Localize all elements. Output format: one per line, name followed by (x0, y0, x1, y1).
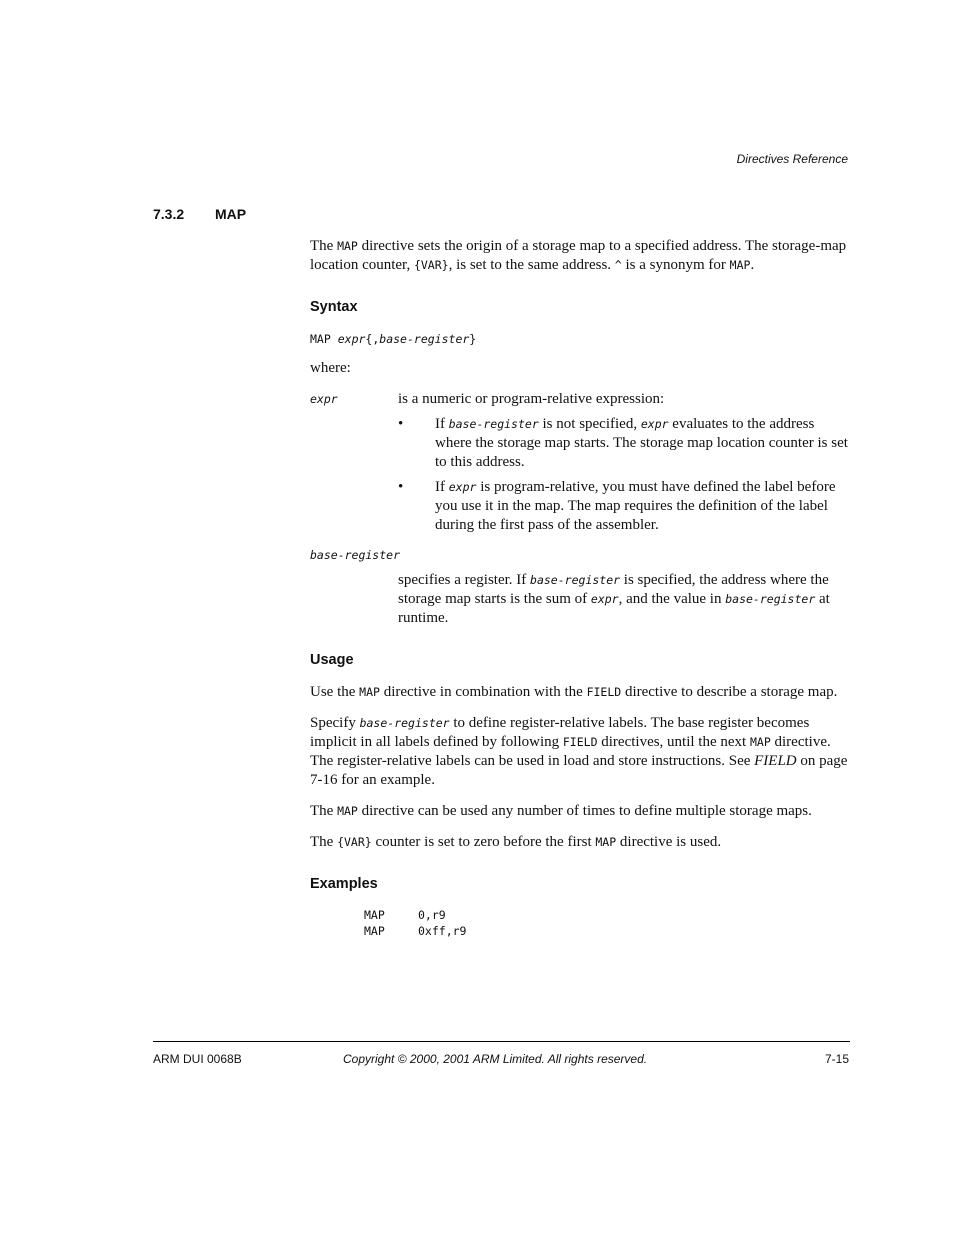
bullet-icon: • (398, 479, 404, 495)
param-desc-expr: is a numeric or program-relative expression: (398, 391, 665, 407)
param-term-base-register: base-register (310, 548, 401, 562)
param-term-expr: expr (310, 392, 338, 406)
where-label: where: (310, 360, 351, 376)
section-number: 7.3.2 (153, 206, 185, 222)
usage-heading: Usage (310, 652, 354, 668)
field-cross-reference-link[interactable]: FIELD (754, 753, 797, 769)
bullet-text: If base-register is not specified, expr evaluates to the address where the storage map starts. The storage map location counter is set to this address. (435, 416, 848, 470)
code-line: MAP 0,r9 (364, 908, 446, 922)
param-desc-base-register: specifies a register. If base-register is specified, the address where the storage map starts is the sum of expr, and the value in base-register at runtime. (398, 572, 830, 626)
bullet-item (398, 478, 850, 535)
usage-paragraph-1: Use the MAP directive in combination with the FIELD directive to describe a storage map. (310, 684, 838, 700)
code-term: {VAR} (413, 258, 449, 272)
footer-page-number: 7-15 (824, 1052, 849, 1066)
syntax-line: MAP expr{,base-register} (310, 332, 477, 346)
code-example (364, 907, 466, 939)
usage-paragraph-4: The {VAR} counter is set to zero before the first MAP directive is used. (310, 834, 722, 850)
footer-copyright: Copyright © 2000, 2001 ARM Limited. All rights reserved. (343, 1052, 648, 1066)
syntax-heading: Syntax (310, 299, 358, 315)
footer-divider (153, 1041, 850, 1042)
code-term: MAP (337, 239, 358, 253)
intro-paragraph: The MAP directive sets the origin of a storage map to a specified address. The storage-map location counter, {VAR}, is set to the same address. ^ is a synonym for MAP. (310, 238, 847, 273)
code-term: MAP (729, 258, 751, 272)
usage-paragraph-3: The MAP directive can be used any number of times to define multiple storage maps. (310, 803, 812, 819)
running-header: Directives Reference (736, 152, 848, 166)
section-title: MAP (215, 206, 247, 222)
code-line: MAP 0xff,r9 (364, 924, 467, 938)
examples-heading: Examples (310, 876, 378, 892)
bullet-item (398, 415, 850, 472)
usage-paragraph-2: Specify base-register to define register-relative labels. The base register becomes implicit in all labels defined by following FIELD directives, until the next MAP directive. The register-relative labels can be used in load and store instructions. See FIELD on page 7-16 for an example. (310, 715, 848, 788)
code-term: ^ (614, 258, 622, 272)
bullet-text: If expr is program-relative, you must have defined the label before you use it in the map. The map requires the definition of the label during the first pass of the assembler. (435, 479, 836, 533)
footer-doc-id: ARM DUI 0068B (153, 1052, 242, 1066)
bullet-icon: • (398, 416, 404, 432)
